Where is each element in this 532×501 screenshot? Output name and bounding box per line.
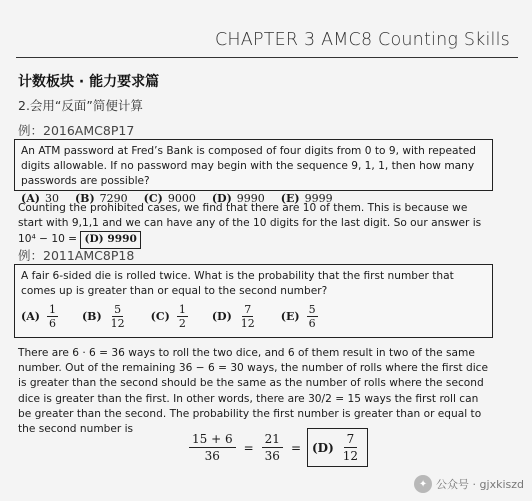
fraction-denominator: 6 bbox=[48, 317, 56, 330]
example1-problem-box bbox=[14, 139, 493, 205]
choice-letter: (E) bbox=[280, 310, 300, 323]
fraction-numerator: 7 bbox=[344, 431, 358, 448]
choice-letter: (D) bbox=[211, 192, 232, 205]
fraction-denominator: 12 bbox=[110, 317, 125, 330]
choice-letter: (B) bbox=[81, 310, 102, 323]
watermark-text: 公众号 · gjxkiszd bbox=[436, 478, 524, 491]
example1-solution-text: Counting the prohibited cases, we find that there are 10 of them. This is because we start with 9,1,1 and we can have any of the 10 digits for the last digit. So our answer is 10⁴ − 10 = bbox=[18, 202, 482, 246]
fraction-numerator: 15 + 6 bbox=[189, 431, 236, 448]
choice-item bbox=[82, 303, 129, 330]
example1-label: 例：2016AMC8P17 bbox=[18, 123, 135, 138]
example2-label: 例：2011AMC8P18 bbox=[18, 248, 135, 263]
example1-solution bbox=[18, 201, 493, 249]
choice-value: 7290 bbox=[99, 192, 128, 205]
example2-choices bbox=[21, 303, 486, 330]
example2-equation bbox=[187, 428, 368, 467]
choice-fraction bbox=[239, 303, 257, 330]
example1-problem-text: An ATM password at Fred’s Bank is composed of four digits from 0 to 9, with repeated digits allowable. If no password may begin with the sequence 9, 1, 1, then how many passwords are possible? bbox=[21, 145, 476, 187]
choice-fraction bbox=[307, 303, 318, 330]
choice-letter: (D) bbox=[211, 310, 232, 323]
choice-letter: (E) bbox=[280, 192, 300, 205]
fraction-denominator: 2 bbox=[178, 317, 186, 330]
fraction-denominator: 36 bbox=[264, 449, 280, 463]
answer-letter: (D) bbox=[312, 440, 334, 455]
fraction-numerator: 21 bbox=[262, 431, 283, 448]
chapter-header: CHAPTER 3 AMC8 Counting Skills bbox=[215, 30, 510, 50]
fraction-numerator: 5 bbox=[114, 303, 122, 316]
choice-item bbox=[151, 303, 190, 330]
example2-solution: There are 6 · 6 = 36 ways to roll the two dice, and 6 of them result in two of the same number. Out of the remaining 36 − 6 = 30 ways, the number of rolls where the first dice is greater than the second should be the same as the number of rolls where the second dice is greater than the first. In other words, there are 30/2 = 15 ways the first roll can be greater than the second. The probability the first number is greater than or equal to the second number is bbox=[18, 347, 488, 436]
fraction-denominator: 36 bbox=[204, 449, 220, 463]
choice-letter: (A) bbox=[21, 310, 40, 323]
equals-sign: = bbox=[290, 440, 301, 455]
header-divider bbox=[16, 57, 518, 58]
choice-letter: (B) bbox=[74, 192, 95, 205]
choice-letter: (C) bbox=[143, 192, 163, 205]
choice-fraction bbox=[109, 303, 127, 330]
choice-value: 9990 bbox=[236, 192, 265, 205]
equation-fraction-2 bbox=[262, 431, 283, 464]
choice-value: 9999 bbox=[304, 192, 333, 205]
fraction-denominator: 12 bbox=[342, 449, 359, 463]
fraction-denominator: 6 bbox=[308, 317, 316, 330]
section-title: 计数板块 · 能力要求篇 bbox=[18, 74, 160, 90]
choice-value: 9000 bbox=[167, 192, 196, 205]
choice-value: 30 bbox=[44, 192, 59, 205]
fraction-numerator: 1 bbox=[178, 303, 186, 316]
choice-fraction bbox=[47, 303, 58, 330]
choice-item bbox=[281, 303, 320, 330]
choice-letter: (C) bbox=[150, 310, 170, 323]
wechat-icon: ✦ bbox=[414, 475, 432, 493]
choice-item bbox=[212, 303, 259, 330]
fraction-numerator: 5 bbox=[308, 303, 316, 316]
answer-fraction bbox=[340, 431, 361, 464]
choice-letter: (A) bbox=[21, 192, 40, 205]
fraction-numerator: 7 bbox=[244, 303, 252, 316]
choice-fraction bbox=[177, 303, 188, 330]
example2-answer-box bbox=[307, 428, 368, 467]
example1-answer-box: (D) 9990 bbox=[80, 231, 140, 248]
example2-problem-box bbox=[14, 264, 493, 338]
choice-item bbox=[21, 303, 60, 330]
fraction-numerator: 1 bbox=[48, 303, 56, 316]
watermark bbox=[414, 475, 524, 493]
section-subtitle: 2.会用“反面”简便计算 bbox=[18, 98, 143, 113]
example2-problem-text: A fair 6-sided die is rolled twice. What is the probability that the first number that comes up is greater than or equal to the second number? bbox=[21, 270, 454, 297]
equals-sign: = bbox=[243, 440, 254, 455]
equation-fraction-1 bbox=[189, 431, 236, 464]
fraction-denominator: 12 bbox=[240, 317, 255, 330]
